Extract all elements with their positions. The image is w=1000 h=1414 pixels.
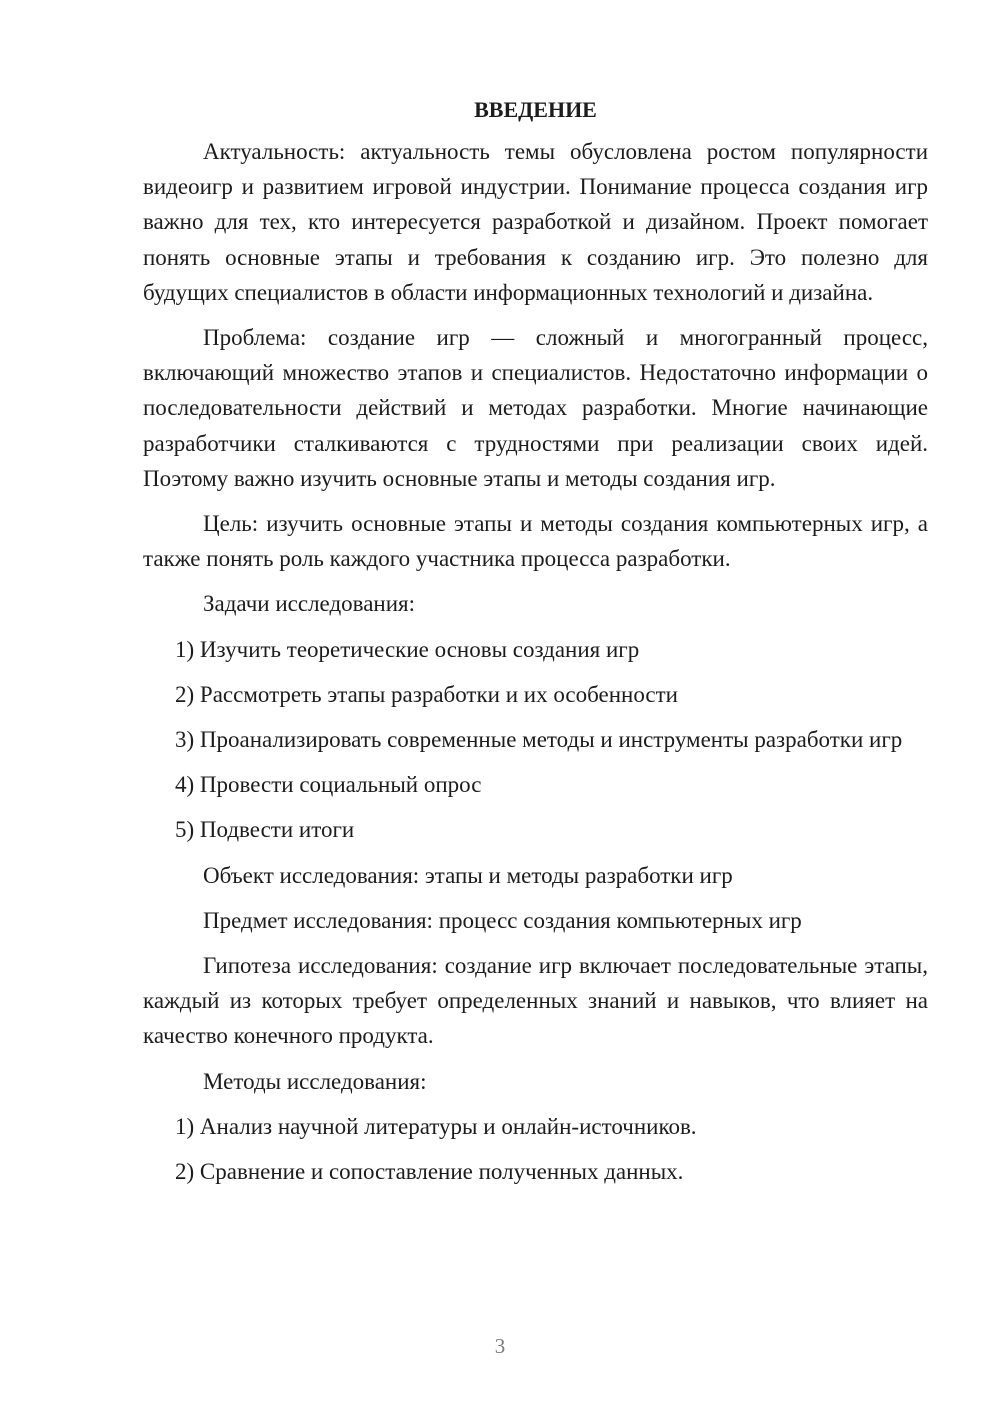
page-number: 3 — [494, 1334, 506, 1358]
task-item-1: 1) Изучить теоретические основы создания игр — [175, 636, 640, 662]
relevance-paragraph: Актуальность: актуальность темы обусловлена ростом популярности видеоигр и развитием игровой индустрии. Понимание процесса создания игр важно для тех, кто интересуется разработкой и дизайном. Проект помогает понять основные этапы и требования к созданию игр. Это полезно для будущих специалистов в области информационных технологий и дизайна. — [143, 139, 928, 305]
method-item-2: 2) Сравнение и сопоставление полученных данных. — [175, 1159, 684, 1185]
task-item-3: 3) Проанализировать современные методы и инструменты разработки игр — [175, 727, 903, 753]
page-content — [143, 94, 928, 1199]
task-item-2: 2) Рассмотреть этапы разработки и их особенности — [175, 681, 678, 707]
goal-paragraph: Цель: изучить основные этапы и методы создания компьютерных игр, а также понять роль каждого участника процесса разработки. — [143, 511, 928, 572]
research-object: Объект исследования: этапы и методы разработки игр — [203, 862, 733, 888]
research-subject: Предмет исследования: процесс создания компьютерных игр — [203, 907, 802, 933]
method-item-1: 1) Анализ научной литературы и онлайн-источников. — [175, 1113, 697, 1139]
problem-paragraph: Проблема: создание игр — сложный и многогранный процесс, включающий множество этапов и специалистов. Недостаточно информации о последовательности действий и методах разработки. Многие начинающие разработчики сталкиваются с трудностями при реализации своих идей. Поэтому важно изучить основные этапы и методы создания игр. — [143, 325, 928, 491]
task-item-4: 4) Провести социальный опрос — [175, 772, 482, 798]
hypothesis-paragraph: Гипотеза исследования: создание игр включает последовательные этапы, каждый из которых требует определенных знаний и навыков, что влияет на качество конечного продукта. — [143, 953, 928, 1049]
methods-heading: Методы исследования: — [203, 1068, 427, 1094]
section-title: ВВЕДЕНИЕ — [474, 97, 597, 122]
task-item-5: 5) Подвести итоги — [175, 817, 355, 843]
tasks-heading: Задачи исследования: — [203, 591, 416, 617]
